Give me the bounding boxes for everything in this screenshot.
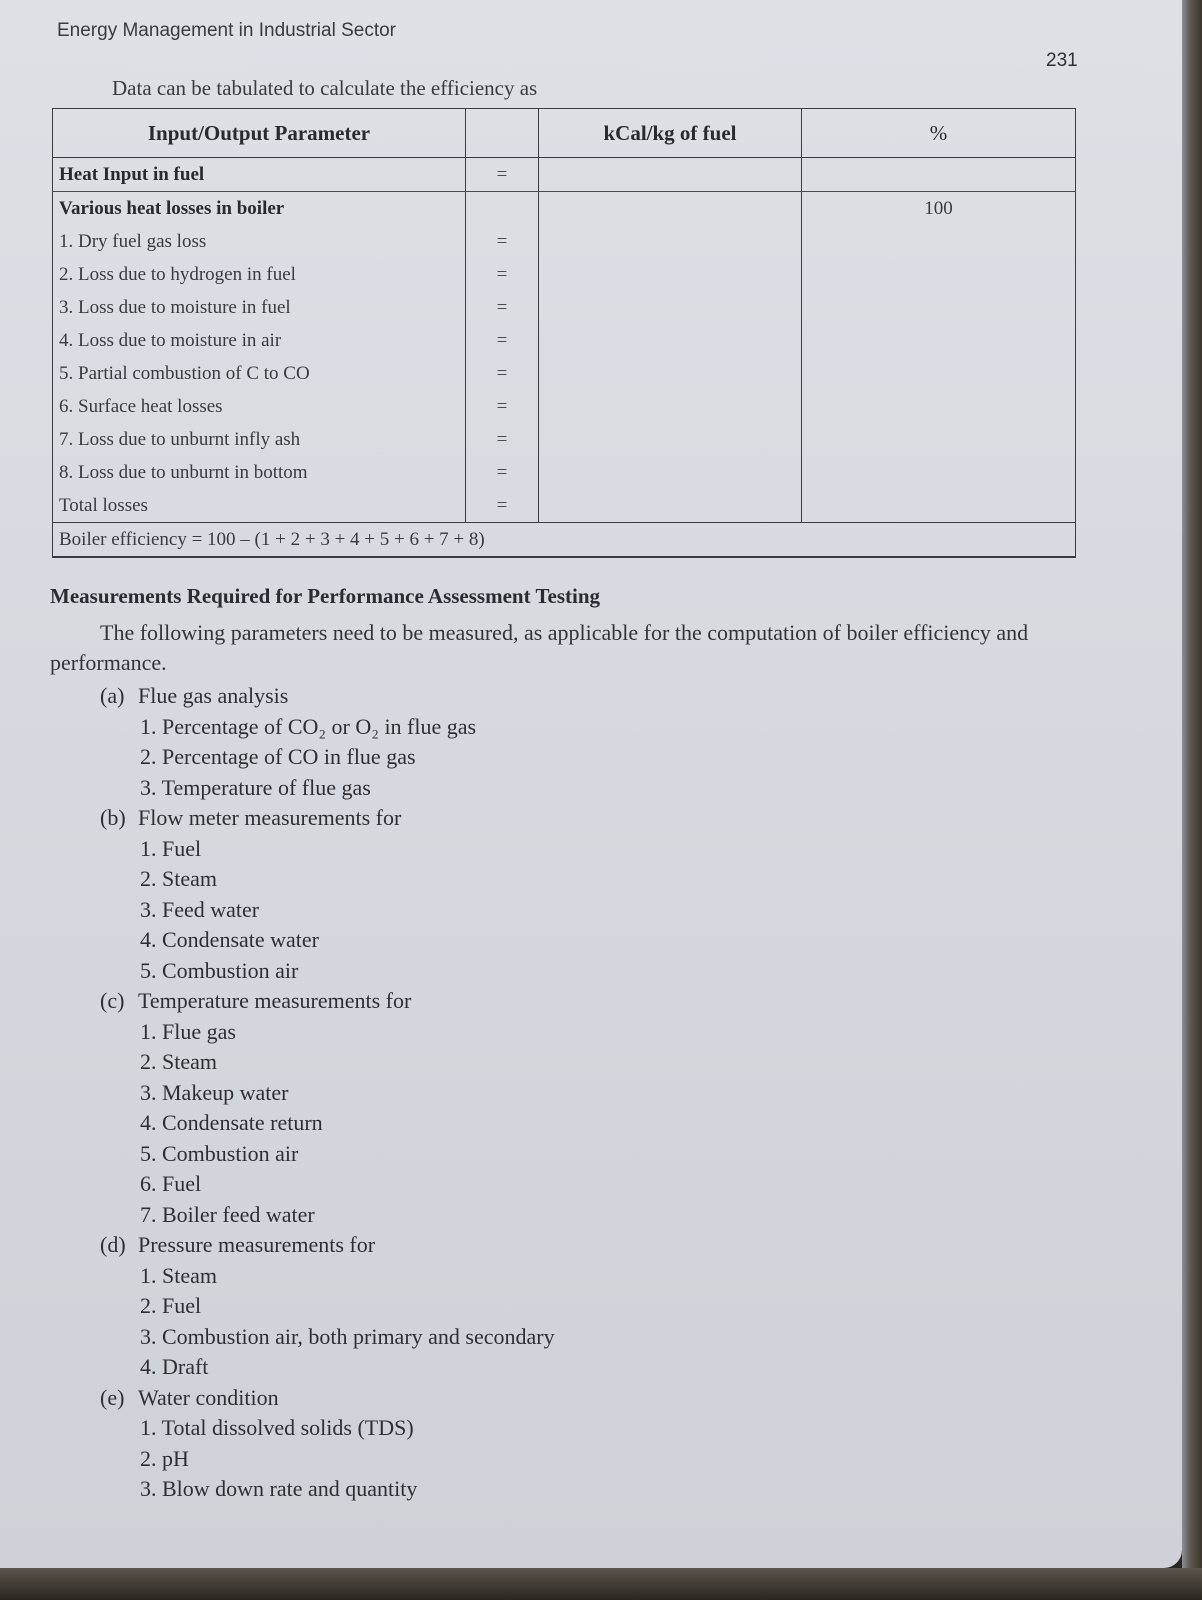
table-row — [53, 357, 1076, 390]
row-percent — [802, 225, 1076, 258]
row-kcal — [539, 390, 802, 423]
row-percent — [802, 456, 1076, 489]
table-row — [53, 423, 1076, 456]
row-equals: = — [466, 357, 539, 390]
row-percent — [802, 291, 1076, 324]
row-label: 4. Loss due to moisture in air — [53, 324, 466, 357]
group-heading — [100, 681, 555, 712]
row-kcal — [539, 225, 802, 258]
row-kcal — [539, 423, 802, 456]
list-item: 3. Blow down rate and quantity — [140, 1476, 418, 1501]
group-heading — [100, 803, 555, 834]
list-item: 1. Total dissolved solids (TDS) — [140, 1415, 414, 1440]
list-item: 1. Fuel — [140, 835, 202, 861]
group-heading — [100, 986, 555, 1017]
row-equals: = — [466, 158, 539, 192]
header-kcal: kCal/kg of fuel — [539, 109, 802, 158]
group-marker: (a) — [100, 683, 125, 708]
row-label: 2. Loss due to hydrogen in fuel — [53, 258, 466, 291]
table-header-row — [53, 109, 1076, 158]
list-item: 3. Temperature of flue gas — [140, 774, 371, 800]
section-paragraph: The following parameters need to be measured, as applicable for the computation of boiler efficiency and performance. — [50, 620, 1029, 675]
row-label: 3. Loss due to moisture in fuel — [53, 291, 466, 324]
row-kcal — [539, 324, 802, 357]
group-marker: (e) — [100, 1384, 125, 1410]
row-equals: = — [466, 456, 539, 489]
row-kcal — [539, 258, 802, 291]
table-row — [53, 291, 1076, 324]
running-title: Energy Management in Industrial Sector — [57, 20, 397, 41]
row-percent — [802, 489, 1076, 523]
group-title: Flow meter measurements for — [138, 805, 402, 830]
list-item: 3. Combustion air, both primary and secondary — [140, 1323, 555, 1349]
row-equals: = — [466, 291, 539, 324]
list-item: 7. Boiler feed water — [140, 1201, 315, 1227]
efficiency-formula: Boiler efficiency = 100 – (1 + 2 + 3 + 4 + 5 + 6 + 7 + 8) — [53, 523, 1076, 558]
row-percent — [802, 258, 1076, 291]
list-item: 4. Condensate water — [140, 927, 319, 952]
row-percent — [802, 390, 1076, 423]
row-kcal — [539, 456, 802, 489]
row-label: 6. Surface heat losses — [53, 390, 466, 423]
table-footer-row — [53, 523, 1076, 558]
table-row — [53, 489, 1076, 523]
row-equals: = — [466, 489, 539, 523]
row-kcal — [539, 192, 802, 226]
list-item: 6. Fuel — [140, 1171, 202, 1196]
row-percent — [802, 423, 1076, 456]
row-percent — [802, 324, 1076, 357]
list-item: 5. Combustion air — [140, 957, 299, 983]
header-equals — [466, 109, 539, 158]
row-kcal — [539, 291, 802, 324]
row-label: Total losses — [53, 489, 466, 523]
row-kcal — [539, 489, 802, 523]
row-label: Various heat losses in boiler — [53, 192, 466, 226]
row-equals: = — [466, 225, 539, 258]
list-item: 3. Makeup water — [140, 1079, 289, 1105]
list-item: 1. Steam — [140, 1262, 217, 1288]
list-item: 2. Percentage of CO in flue gas — [140, 744, 416, 769]
row-equals: = — [466, 423, 539, 456]
row-label: 1. Dry fuel gas loss — [53, 225, 466, 258]
group-marker: (d) — [100, 1232, 126, 1257]
group-heading — [100, 1230, 555, 1261]
list-item: 3. Feed water — [140, 896, 260, 922]
row-label: Heat Input in fuel — [53, 158, 466, 192]
list-item: 2. Steam — [140, 866, 217, 891]
section-title: Measurements Required for Performance Assessment Testing — [50, 584, 601, 608]
page-edge-shadow — [1182, 0, 1202, 1600]
group-title: Temperature measurements for — [138, 988, 412, 1013]
table-row — [53, 324, 1076, 357]
list-item: 2. Fuel — [140, 1293, 202, 1318]
table-row — [53, 258, 1076, 291]
table-row — [53, 225, 1076, 258]
table-row — [53, 390, 1076, 423]
measurement-list — [100, 681, 555, 1505]
row-label: 7. Loss due to unburnt infly ash — [53, 423, 466, 456]
group-heading — [100, 1383, 555, 1414]
header-percent: % — [802, 109, 1076, 158]
row-equals: = — [466, 258, 539, 291]
list-item: 1. Flue gas — [140, 1018, 236, 1044]
page-bottom-shadow — [0, 1568, 1202, 1600]
intro-text: Data can be tabulated to calculate the efficiency as — [112, 76, 538, 100]
group-title: Water condition — [138, 1384, 279, 1410]
row-equals — [466, 192, 539, 226]
header-parameter: Input/Output Parameter — [53, 109, 466, 158]
group-marker: (b) — [100, 805, 126, 830]
list-item: 2. Steam — [140, 1049, 217, 1074]
list-item: 2. pH — [140, 1445, 189, 1471]
list-item: 4. Condensate return — [140, 1110, 323, 1135]
list-item: 4. Draft — [140, 1354, 209, 1379]
row-label: 8. Loss due to unburnt in bottom — [53, 456, 466, 489]
group-title: Pressure measurements for — [138, 1232, 376, 1257]
group-marker: (c) — [100, 988, 125, 1013]
list-item: 1. Percentage of CO₂ or O₂ in flue gas — [140, 713, 477, 739]
group-title: Flue gas analysis — [138, 683, 289, 708]
row-equals: = — [466, 390, 539, 423]
row-percent: 100 — [802, 192, 1076, 226]
row-percent — [802, 357, 1076, 390]
row-label: 5. Partial combustion of C to CO — [53, 357, 466, 390]
table-row — [53, 158, 1076, 192]
row-equals: = — [466, 324, 539, 357]
table-row — [53, 192, 1076, 226]
row-percent — [802, 158, 1076, 192]
row-kcal — [539, 357, 802, 390]
page-number: 231 — [1046, 50, 1078, 71]
row-kcal — [539, 158, 802, 192]
table-row — [53, 456, 1076, 489]
list-item: 5. Combustion air — [140, 1140, 299, 1166]
efficiency-table — [52, 108, 1076, 558]
